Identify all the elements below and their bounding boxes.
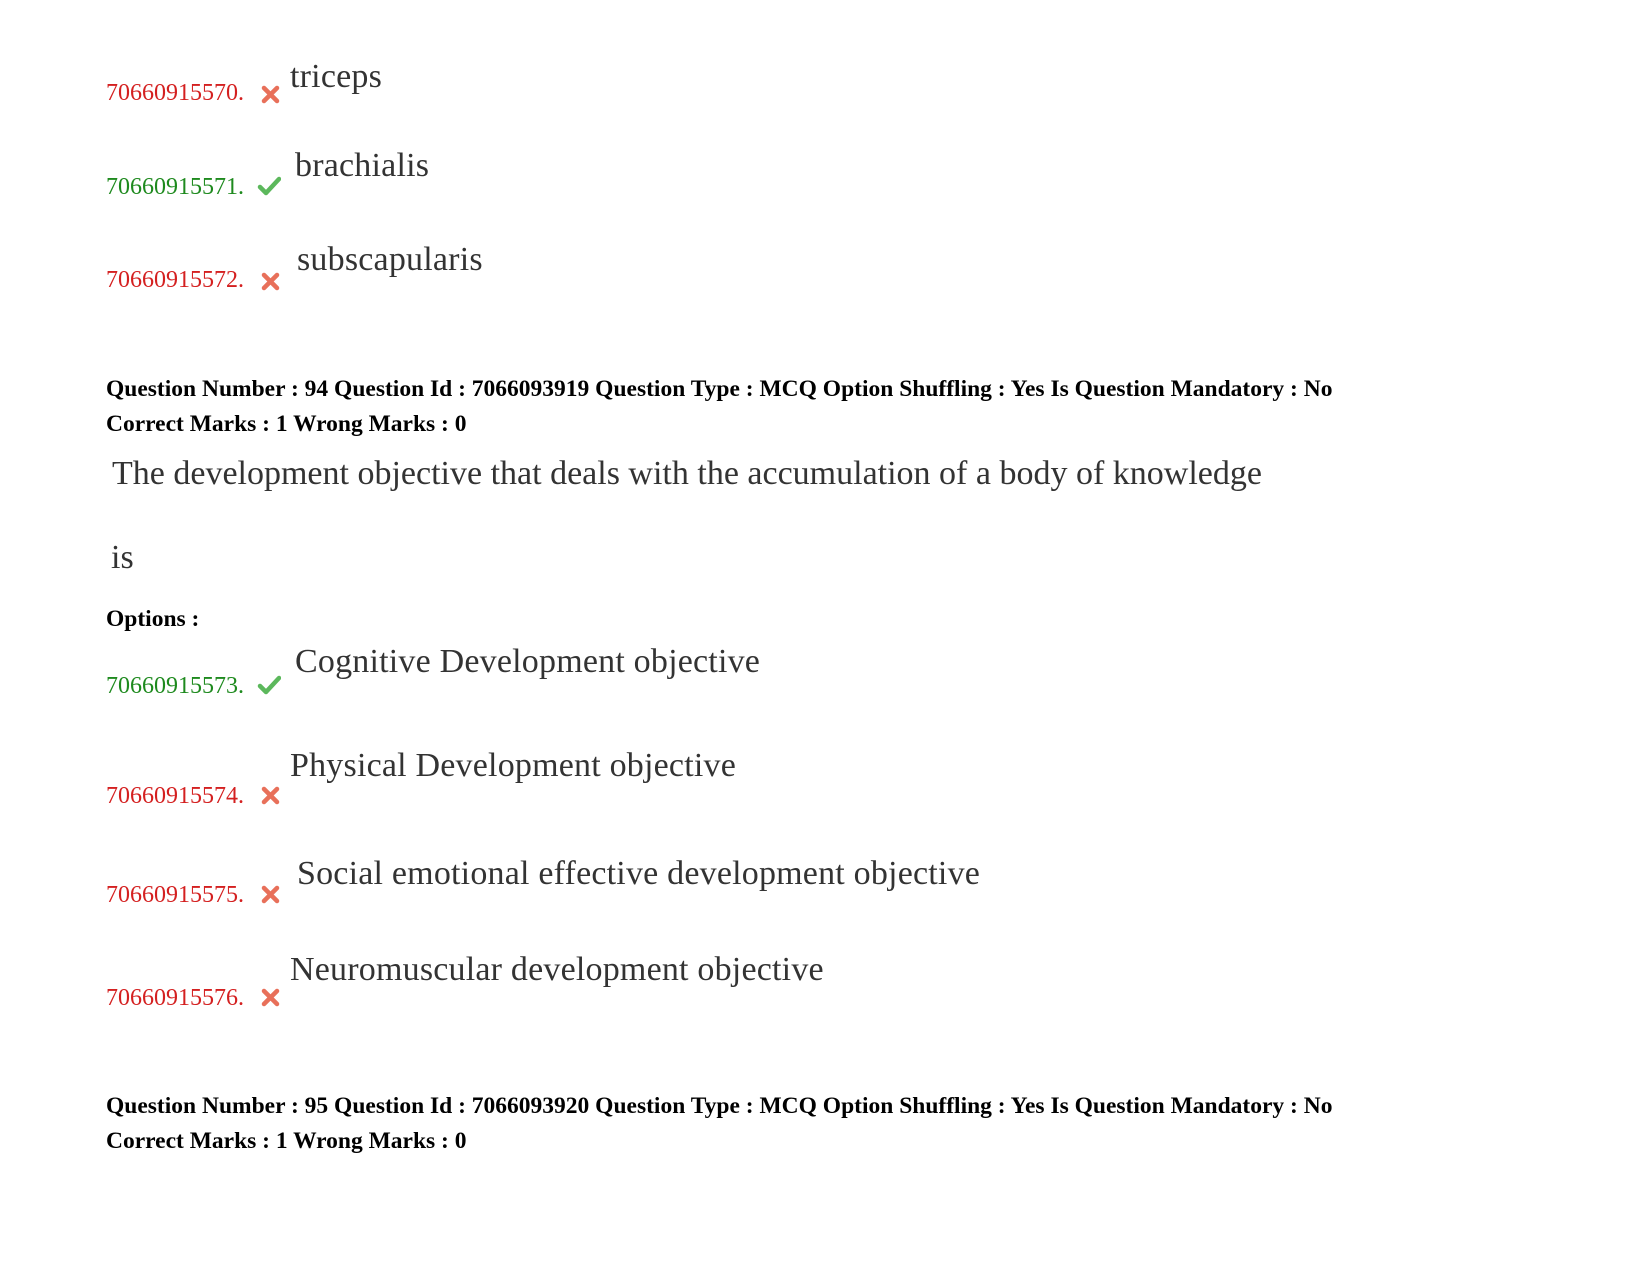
- option-text: subscapularis: [297, 241, 483, 278]
- cross-icon: [259, 82, 283, 106]
- question-marks: Correct Marks : 1 Wrong Marks : 0: [106, 1128, 467, 1154]
- option-id: 70660915576.: [106, 985, 244, 1011]
- option-id: 70660915573.: [106, 673, 244, 699]
- option-text: brachialis: [295, 147, 430, 184]
- question-meta: Question Number : 95 Question Id : 7066093920 Question Type : MCQ Option Shuffling : Yes Is Question Mandatory : No: [106, 1093, 1333, 1119]
- check-icon: [257, 174, 281, 198]
- question-text: The development objective that deals with the accumulation of a body of knowledge: [112, 455, 1262, 492]
- option-id: 70660915572.: [106, 267, 244, 293]
- option-id: 70660915574.: [106, 783, 244, 809]
- option-text: Social emotional effective development objective: [297, 855, 981, 892]
- question-marks: Correct Marks : 1 Wrong Marks : 0: [106, 411, 467, 437]
- option-id: 70660915571.: [106, 174, 244, 200]
- question-meta: Question Number : 94 Question Id : 7066093919 Question Type : MCQ Option Shuffling : Yes Is Question Mandatory : No: [106, 376, 1333, 402]
- option-id: 70660915575.: [106, 882, 244, 908]
- option-id: 70660915570.: [106, 80, 244, 106]
- cross-icon: [259, 783, 283, 807]
- cross-icon: [259, 985, 283, 1009]
- cross-icon: [259, 882, 283, 906]
- option-text: Physical Development objective: [290, 747, 736, 784]
- option-text: triceps: [290, 58, 383, 95]
- options-label: Options :: [106, 606, 200, 632]
- check-icon: [257, 673, 281, 697]
- question-text-continued: is: [111, 539, 134, 576]
- option-text: Neuromuscular development objective: [290, 951, 824, 988]
- option-text: Cognitive Development objective: [295, 643, 761, 680]
- cross-icon: [259, 269, 283, 293]
